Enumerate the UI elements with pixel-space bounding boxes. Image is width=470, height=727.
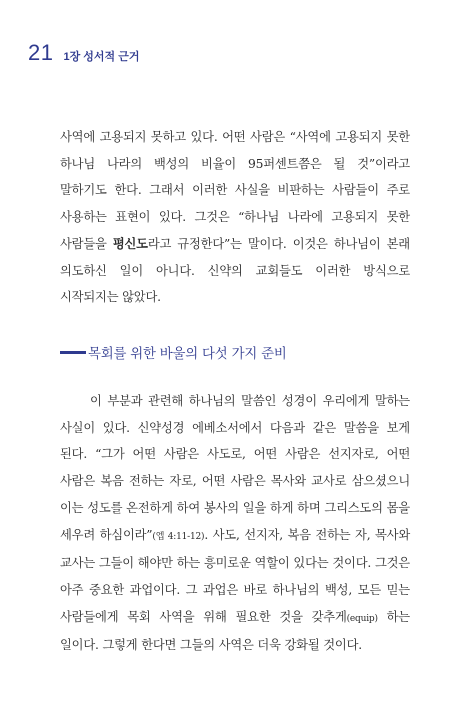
paragraph-2-text-b: . 사도, 선지자, 복음 전하는 자, 목사와 교사는 그들이 해야만 하는 흥미로운 역할이 있다는 것이다. 그것은 아주 중요한 과업이다. 그 과업은 바로 하나님의 백성, 모든 믿는 사람들에게 목회 사역을 위해 필요한 것을 갖추게 bbox=[60, 527, 410, 624]
chapter-title: 1장 성서적 근거 bbox=[63, 51, 140, 63]
paragraph-1-text-a: 사역에 고용되지 못하고 있다. 어떤 사람은 “사역에 고용되지 못한 하나님 나라의 백성의 비율이 95퍼센트쯤은 될 것”이라고 말하기도 한다. 그래서 이러한 사실을 비판하는 사람들이 주로 사용하는 표현이 있다. 그것은 “하나님 나라에 고용되지 못한 사람들을 bbox=[60, 130, 410, 251]
section-heading-text: 목회를 위한 바울의 다섯 가지 준비 bbox=[88, 347, 287, 362]
paragraph-2-text-a: 이 부분과 관련해 하나님의 말씀인 성경이 우리에게 말하는 사실이 있다. 신약성경 에베소서에서 다음과 같은 말씀을 보게 된다. “그가 어떤 사람은 사도로, 어떤 사람은 선지자로, 어떤 사람은 복음 전하는 자로, 어떤 사람은 목사와 교사로 삼으셨으니 이는 성도를 온전하게 하여 봉사의 일을 하게 하며 그리스도의 몸을 세우려 하심이라” bbox=[60, 394, 410, 542]
paragraph-1-emphasis: 평신도 bbox=[112, 235, 148, 251]
equip-annotation: (equip) bbox=[346, 613, 378, 624]
paragraph-2-text-c: 하는 일이다. 그렇게 한다면 그들의 사역은 더욱 강화될 것이다. bbox=[60, 609, 410, 653]
page-number: 21 bbox=[28, 40, 54, 65]
heading-bar-decoration bbox=[60, 351, 86, 354]
paragraph-1-text-b: 라고 규정한다”는 말이다. 이것은 하나님이 본래 의도하신 일이 아니다. 신약의 교회들도 이러한 방식으로 시작되지는 않았다. bbox=[60, 236, 410, 305]
section-heading bbox=[60, 343, 287, 362]
body-paragraph-1 bbox=[60, 124, 410, 311]
scripture-reference: (엡 4:11-12) bbox=[152, 531, 205, 542]
body-paragraph-2 bbox=[60, 388, 410, 659]
running-header bbox=[28, 40, 139, 70]
